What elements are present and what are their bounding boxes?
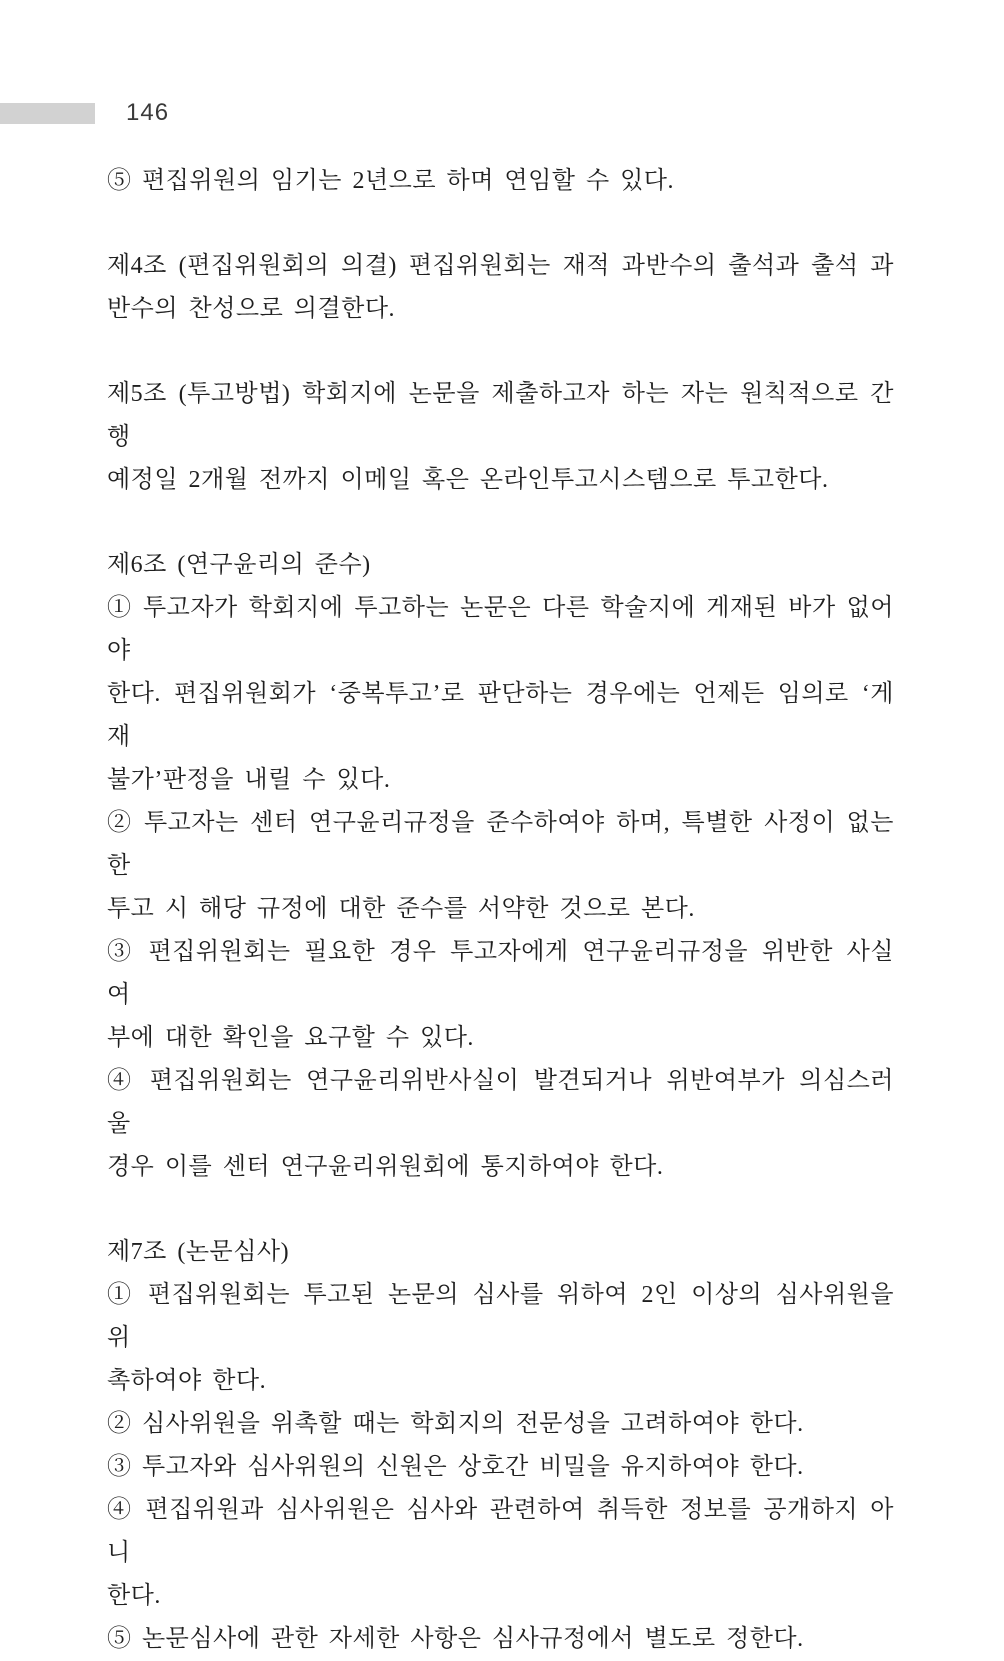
page-number: 146 — [126, 99, 170, 126]
text-line: 불가’판정을 내릴 수 있다. — [107, 767, 391, 793]
page-margin-bar — [0, 103, 95, 124]
text-line: ⑤ 편집위원의 임기는 2년으로 하며 연임할 수 있다. — [107, 168, 674, 194]
text-line: ③ 투고자와 심사위원의 신원은 상호간 비밀을 유지하여야 한다. — [107, 1454, 804, 1480]
text-line: 투고 시 해당 규정에 대한 준수를 서약한 것으로 본다. — [107, 896, 695, 922]
text-line: ① 투고자가 학회지에 투고하는 논문은 다른 학술지에 게재된 바가 없어야 — [107, 595, 894, 664]
article-5-paragraph — [107, 373, 894, 502]
article-heading: 제7조 (논문심사) — [107, 1239, 290, 1265]
text-line: ⑤ 논문심사에 관한 자세한 사항은 심사규정에서 별도로 정한다. — [107, 1626, 804, 1652]
text-line: 반수의 찬성으로 의결한다. — [107, 296, 396, 322]
text-line: 한다. 편집위원회가 ‘중복투고’로 판단하는 경우에는 언제든 임의로 ‘게재 — [107, 681, 894, 750]
article-3-item-5-paragraph — [107, 160, 894, 203]
text-line: ② 투고자는 센터 연구윤리규정을 준수하여야 하며, 특별한 사정이 없는 한 — [107, 810, 894, 879]
text-line: ④ 편집위원회는 연구윤리위반사실이 발견되거나 위반여부가 의심스러울 — [107, 1068, 894, 1137]
document-body — [107, 160, 894, 1661]
text-line: ④ 편집위원과 심사위원은 심사와 관련하여 취득한 정보를 공개하지 아니 — [107, 1497, 894, 1566]
article-4-paragraph — [107, 245, 894, 331]
text-line: ① 편집위원회는 투고된 논문의 심사를 위하여 2인 이상의 심사위원을 위 — [107, 1282, 894, 1351]
article-7-paragraph — [107, 1231, 894, 1661]
text-line: 촉하여야 한다. — [107, 1368, 267, 1394]
text-line: 부에 대한 확인을 요구할 수 있다. — [107, 1025, 474, 1051]
text-line: 제5조 (투고방법) 학회지에 논문을 제출하고자 하는 자는 원칙적으로 간행 — [107, 381, 894, 450]
text-line: 예정일 2개월 전까지 이메일 혹은 온라인투고시스템으로 투고한다. — [107, 467, 829, 493]
text-line: ② 심사위원을 위촉할 때는 학회지의 전문성을 고려하여야 한다. — [107, 1411, 804, 1437]
text-line: 경우 이를 센터 연구윤리위원회에 통지하여야 한다. — [107, 1154, 664, 1180]
article-heading: 제6조 (연구윤리의 준수) — [107, 552, 371, 578]
article-6-paragraph — [107, 544, 894, 1189]
text-line: ③ 편집위원회는 필요한 경우 투고자에게 연구윤리규정을 위반한 사실 여 — [107, 939, 894, 1008]
text-line: 제4조 (편집위원회의 의결) 편집위원회는 재적 과반수의 출석과 출석 과 — [107, 253, 894, 279]
text-line: 한다. — [107, 1583, 161, 1609]
